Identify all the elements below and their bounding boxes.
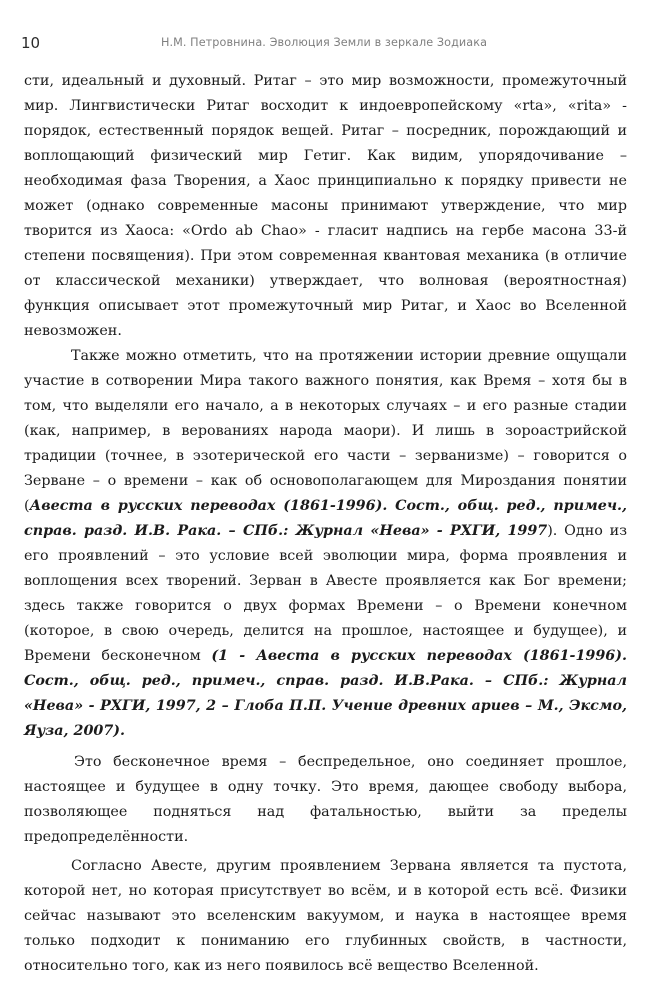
paragraph-1 bbox=[24, 69, 627, 344]
paragraph-text: Также можно отметить, что на протяжении истории древние ощущали участие в сотворении Мира такого важного понятия, как Время – хотя бы в том, что выделяли его начало, а в некоторых случаях – и его разные стадии (как, например, в верованиях народа маори). И лишь в зороастрийской традиции (точнее, в эзотерической его части – зерванизме) – говорится о Зерване – о времени – как об основополагающем для Мироздания понятии ( bbox=[24, 348, 627, 514]
citation-references: (1 - Авеста в русских переводах (1861-1996). Сост., общ. ред., примеч., справ. разд. И.В.Рака. – СПб.: Журнал «Нева» - РХГИ, 1997, 2 – Глоба П.П. Учение древних ариев – М., Эксмо, Яуза, 2007). bbox=[24, 648, 627, 739]
body-text bbox=[24, 69, 627, 979]
paragraph-2 bbox=[24, 344, 627, 744]
paragraph-text: ). Одно из его проявлений – это условие всей эволюции мира, форма проявления и воплощения всех творений. Зерван в Авесте проявляется как Бог времени; здесь также говорится о двух формах Времени – о Времени конечном (которое, в свою очередь, делится на прошлое, настоящее и будущее), и Времени бесконечном bbox=[24, 523, 627, 664]
paragraph-text: Согласно Авесте, другим проявлением Зервана является та пустота, которой нет, но которая присутствует во всём, и в которой есть всё. Физики сейчас называют это вселенским вакуумом, и наука в настоящее время только подходит к пониманию его глубинных свойств, в частности, относительно того, как из него появилось всё вещество Вселенной. bbox=[24, 858, 627, 974]
paragraph-4 bbox=[24, 854, 627, 979]
page-header bbox=[21, 34, 627, 56]
paragraph-text: сти, идеальный и духовный. Ритаг – это мир возможности, промежуточный мир. Лингвистически Ритаг восходит к индоевропейскому «rta», «rita» - порядок, естественный порядок вещей. Ритаг – посредник, порождающий и воплощающий физический мир Гетиг. Как видим, упорядочивание – необходимая фаза Творения, а Хаос принципиально к порядку привести не может (однако современные масоны принимают утверждение, что мир творится из Хаоса: «Ordo ab Chao» - гласит надпись на гербе масона 33-й степени посвящения). При этом современная квантовая механика (в отличие от классической механики) утверждает, что волновая (вероятностная) функция описывает этот промежуточный мир Ритаг, и Хаос во Вселенной невозможен. bbox=[24, 73, 627, 339]
citation-avesta-1997: Авеста в русских переводах (1861-1996). Сост., общ. ред., примеч., справ. разд. И.В. Рака. – СПб.: Журнал «Нева» - РХГИ, 1997 bbox=[24, 498, 627, 539]
running-title: Н.М. Петровнина. Эволюция Земли в зеркале Зодиака bbox=[160, 36, 488, 49]
paragraph-text: Это бесконечное время – беспредельное, оно соединяет прошлое, настоящее и будущее в одну точку. Это время, дающее свободу выбора, позволяющее подняться над фатальностью, выйти за пределы предопределённости. bbox=[24, 754, 627, 845]
page-number: 10 bbox=[21, 34, 41, 52]
paragraph-3 bbox=[24, 750, 627, 850]
